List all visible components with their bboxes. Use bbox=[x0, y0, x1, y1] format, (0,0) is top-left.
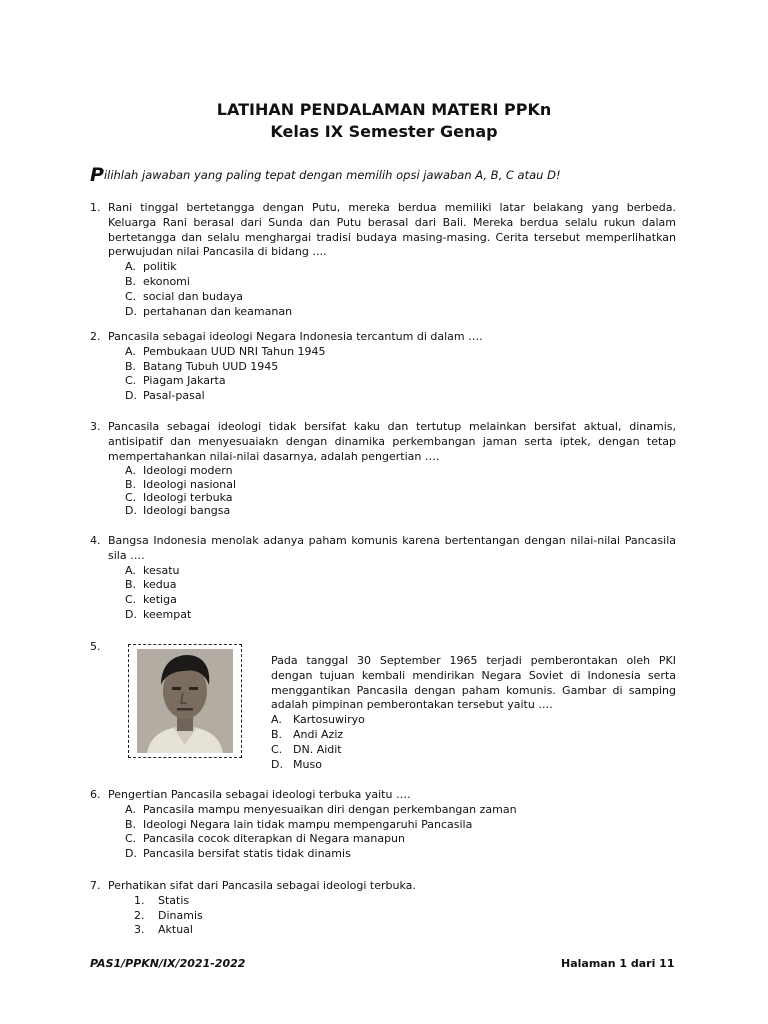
option-a: A. Pancasila mampu menyesuaikan diri dengan perkembangan zaman bbox=[125, 802, 517, 816]
question-number: 6. bbox=[90, 788, 101, 801]
option-b: B. kedua bbox=[125, 578, 177, 592]
option-b: B. Batang Tubuh UUD 1945 bbox=[125, 359, 279, 373]
option-c: C. Piagam Jakarta bbox=[125, 374, 226, 388]
option-c: C. DN. Aidit bbox=[271, 742, 342, 756]
option-c: C. social dan budaya bbox=[125, 289, 243, 303]
question-7 bbox=[90, 879, 676, 938]
question-number: 5. bbox=[90, 640, 101, 653]
question-number: 7. bbox=[90, 879, 101, 892]
list-item: 2. Dinamis bbox=[134, 908, 203, 922]
question-4 bbox=[90, 534, 676, 623]
footer-page-number: Halaman 1 dari 11 bbox=[561, 957, 675, 970]
question-1 bbox=[90, 201, 676, 319]
question-stem: Pancasila sebagai ideologi tidak bersifat kaku dan tertutup melainkan bersifat aktual, dinamis, antisipatif dan menyesuaiakn dengan dinamika perkembangan jaman serta iptek, dengan tetap mempertahankan nilai-nilai dasarnya, adalah pengertian …. bbox=[108, 420, 676, 463]
question-2 bbox=[90, 330, 676, 404]
question-number: 3. bbox=[90, 420, 101, 433]
option-d: D. keempat bbox=[125, 607, 192, 621]
instruction-body: ilihlah jawaban yang paling tepat dengan memilih opsi jawaban A, B, C atau D! bbox=[103, 168, 561, 182]
question-5 bbox=[271, 654, 676, 772]
question-stem: Pengertian Pancasila sebagai ideologi terbuka yaitu …. bbox=[108, 788, 411, 801]
option-c: C. Pancasila cocok diterapkan di Negara manapun bbox=[125, 832, 406, 846]
option-a: A. kesatu bbox=[125, 563, 180, 577]
option-b: B. Ideologi nasional bbox=[125, 477, 237, 491]
question-stem: Pancasila sebagai ideologi Negara Indonesia tercantum di dalam …. bbox=[108, 330, 483, 343]
option-b: B. Andi Aziz bbox=[271, 727, 344, 741]
option-d: D. Ideologi bangsa bbox=[125, 504, 231, 517]
option-d: D. Pasal-pasal bbox=[125, 389, 205, 403]
footer-document-code: PAS1/PPKN/IX/2021-2022 bbox=[90, 957, 246, 970]
question-number: 4. bbox=[90, 534, 101, 547]
option-c: C. Ideologi terbuka bbox=[125, 490, 233, 504]
instruction-drop-cap: P bbox=[90, 164, 104, 186]
option-a: A. politik bbox=[125, 260, 177, 274]
document-subtitle: Kelas IX Semester Genap bbox=[270, 122, 498, 141]
option-a: A. Ideologi modern bbox=[125, 464, 233, 478]
question-stem: Pada tanggal 30 September 1965 terjadi pemberontakan oleh PKI dengan tujuan kembali mendirikan Negara Soviet di Indonesia serta menggantikan Pancasila dengan paham komunis. Gambar di samping adalah pimpinan pemberontakan tersebut yaitu …. bbox=[271, 654, 676, 712]
option-d: D. Muso bbox=[271, 757, 322, 771]
document-title: LATIHAN PENDALAMAN MATERI PPKn bbox=[216, 100, 552, 119]
option-b: B. ekonomi bbox=[125, 274, 190, 288]
option-a: A. Kartosuwiryo bbox=[271, 713, 365, 727]
list-item: 3. Aktual bbox=[134, 923, 193, 937]
question-number: 2. bbox=[90, 330, 101, 343]
question-stem: Rani tinggal bertetangga dengan Putu, mereka berdua memiliki latar belakang yang berbeda. Keluarga Rani berasal dari Sunda dan Putu berasal dari Bali. Mereka berdua selalu rukun dalam bertetangga dan selalu menghargai tradisi budaya masing-masing. Cerita tersebut memperlihatkan perwujudan nilai Pancasila di bidang …. bbox=[108, 201, 676, 259]
question-stem: Perhatikan sifat dari Pancasila sebagai ideologi terbuka. bbox=[108, 879, 416, 892]
option-d: D. Pancasila bersifat statis tidak dinamis bbox=[125, 847, 351, 861]
question-6 bbox=[90, 788, 676, 862]
question-3 bbox=[90, 420, 676, 517]
question-stem: Bangsa Indonesia menolak adanya paham komunis karena bertentangan dengan nilai-nilai Pancasila sila …. bbox=[108, 534, 676, 562]
list-item: 1. Statis bbox=[134, 893, 190, 907]
option-a: A. Pembukaan UUD NRI Tahun 1945 bbox=[125, 344, 326, 358]
question-number: 1. bbox=[90, 201, 101, 214]
option-b: B. Ideologi Negara lain tidak mampu mempengaruhi Pancasila bbox=[125, 817, 473, 831]
portrait-image bbox=[137, 649, 233, 753]
option-c: C. ketiga bbox=[125, 593, 177, 607]
portrait-photo bbox=[128, 644, 242, 758]
option-d: D. pertahanan dan keamanan bbox=[125, 304, 293, 318]
instruction-text bbox=[90, 164, 561, 186]
